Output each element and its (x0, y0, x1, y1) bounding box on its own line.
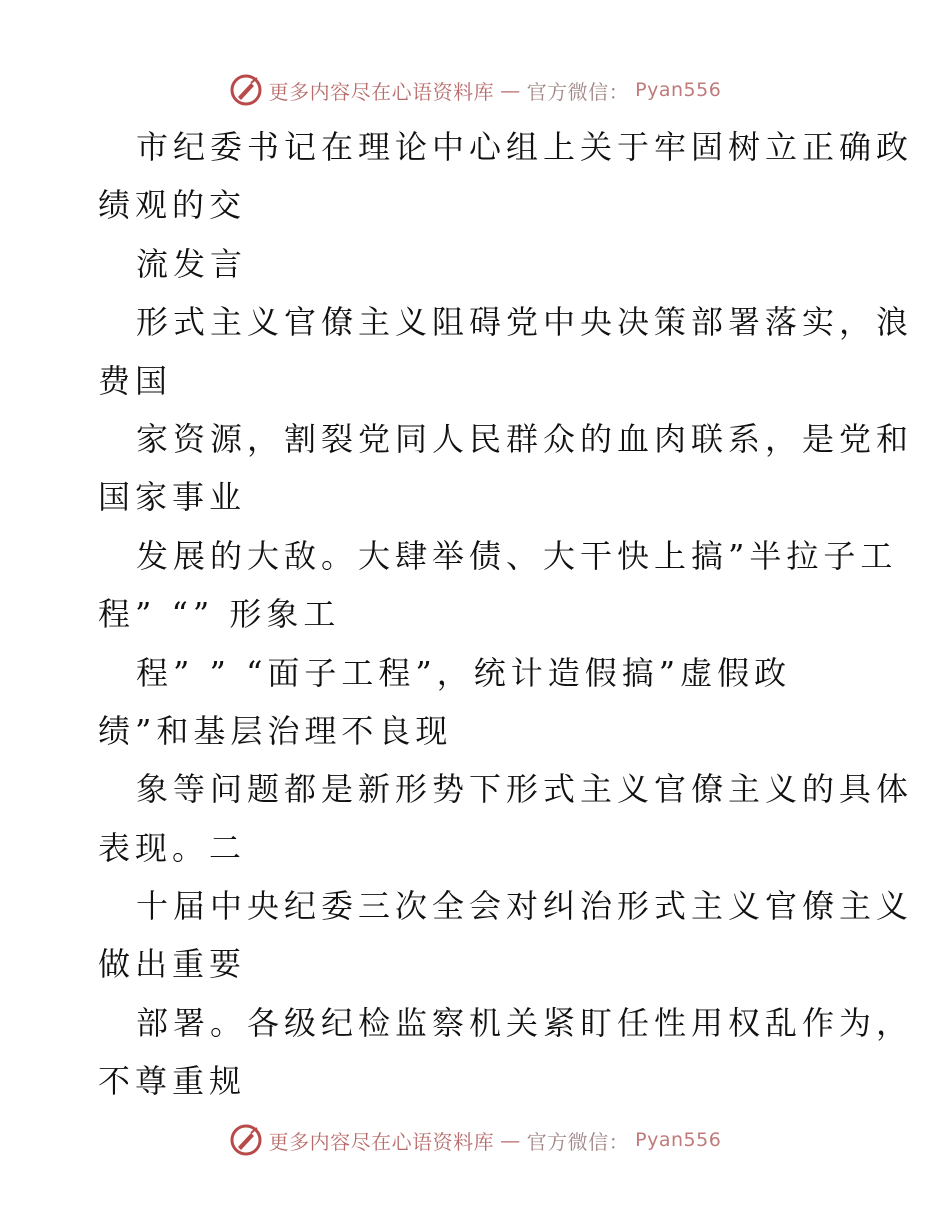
text-line: 程” ” “面子工程”，统计造假搞”虚假政 (136, 653, 792, 692)
text-line: 家资源，割裂党同人民群众的血肉联系，是党和 (136, 419, 914, 458)
text-line: 表现。二 (98, 828, 247, 867)
text-line: 程” “” 形象工 (98, 595, 341, 634)
pen-logo-icon (229, 1123, 263, 1157)
text-line: 流发言 (136, 244, 248, 283)
text-line: 费国 (98, 361, 173, 400)
text-line: 绩观的交 (98, 186, 247, 225)
text-line: 发展的大敌。大肆举债、大干快上搞”半拉子工 (136, 536, 898, 575)
watermark-wechat-label: 官方微信： (526, 79, 630, 104)
watermark-wechat-label: 官方微信： (526, 1129, 630, 1154)
watermark-text: 更多内容尽在心语资料库 (268, 1129, 495, 1154)
watermark-dash: — (500, 1128, 521, 1152)
text-line: 象等问题都是新形势下形式主义官僚主义的具体 (136, 770, 914, 809)
text-line: 绩”和基层治理不良现 (98, 711, 453, 750)
header-watermark (0, 70, 950, 110)
text-line: 十届中央纪委三次全会对纠治形式主义官僚主义 (136, 887, 914, 926)
watermark-text: 更多内容尽在心语资料库 (268, 79, 495, 104)
text-line: 国家事业 (98, 478, 247, 517)
text-line: 市纪委书记在理论中心组上关于牢固树立正确政 (136, 128, 914, 166)
watermark-dash: — (500, 78, 521, 102)
document-body (98, 118, 914, 1111)
text-line: 部署。各级纪检监察机关紧盯任性用权乱作为， (136, 1003, 914, 1042)
text-line: 形式主义官僚主义阻碍党中央决策部署落实，浪 (136, 303, 914, 342)
text-line: 不尊重规 (98, 1062, 247, 1101)
pen-logo-icon (229, 73, 263, 107)
text-line: 做出重要 (98, 945, 247, 984)
watermark-wechat-id: Pyan556 (635, 79, 722, 101)
watermark-wechat-id: Pyan556 (635, 1129, 722, 1151)
footer-watermark (0, 1120, 950, 1160)
